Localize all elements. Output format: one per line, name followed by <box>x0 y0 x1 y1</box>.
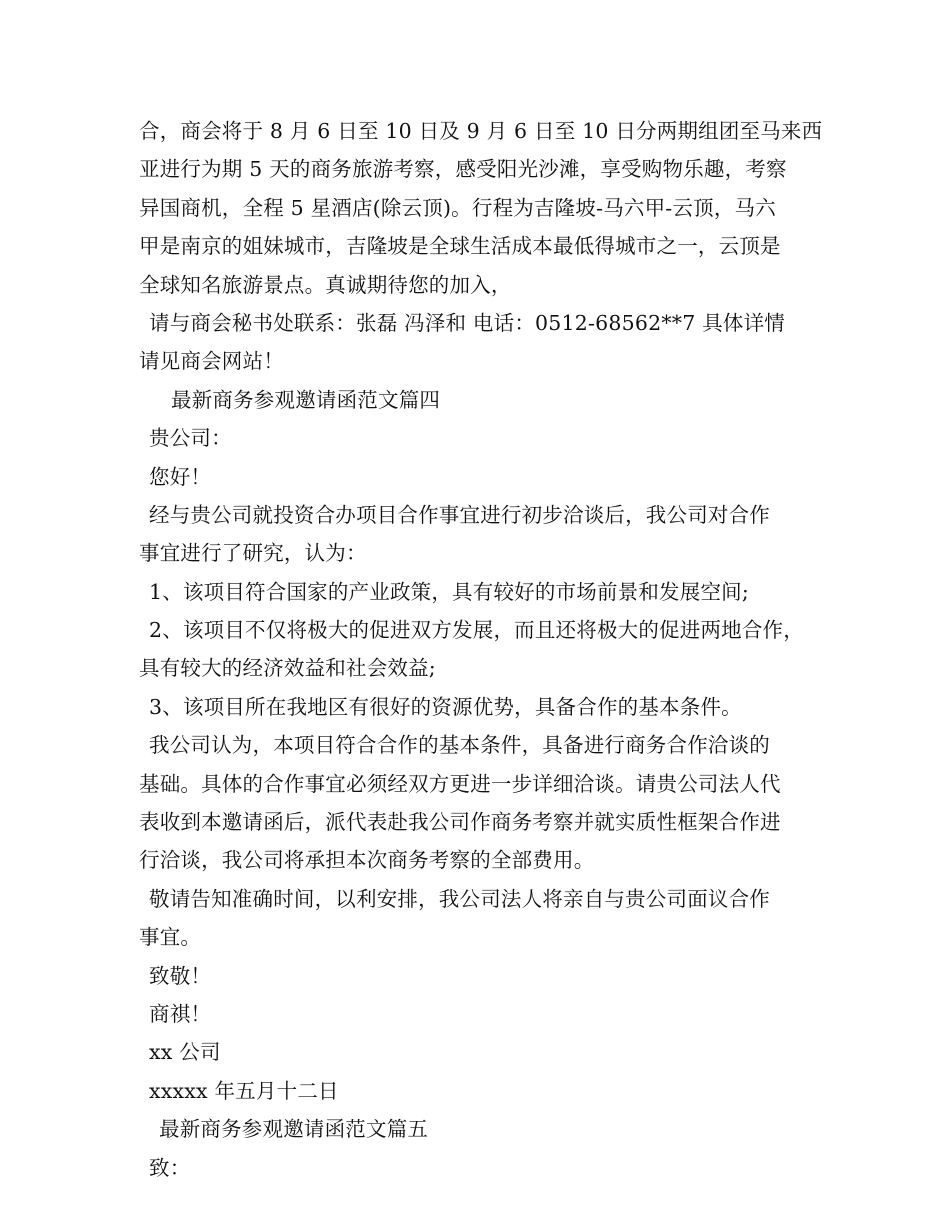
section-heading-5: 最新商务参观邀请函范文篇五 <box>159 1117 429 1142</box>
paragraph-line: 事宜进行了研究，认为： <box>139 541 367 566</box>
recipient-line: 致： <box>149 1155 191 1180</box>
closing-wishes: 商祺！ <box>149 1001 212 1026</box>
paragraph-line: 甲是南京的姐妹城市，吉隆坡是全球生活成本最低得城市之一，云顶是 <box>139 234 781 259</box>
paragraph-line: 亚进行为期 5 天的商务旅游考察，感受阳光沙滩，享受购物乐趣，考察 <box>139 157 787 182</box>
document-body <box>139 112 829 1187</box>
paragraph-line: 经与贵公司就投资合办项目合作事宜进行初步洽谈后，我公司对合作 <box>149 502 770 527</box>
signature-company: xx 公司 <box>149 1040 221 1065</box>
paragraph-line: 全球知名旅游景点。真诚期待您的加入， <box>139 272 512 297</box>
list-item: 2、该项目不仅将极大的促进双方发展，而且还将极大的促进两地合作， <box>149 618 804 643</box>
paragraph-line: 请见商会网站！ <box>139 349 284 374</box>
paragraph-line: 基础。具体的合作事宜必须经双方更进一步详细洽谈。请贵公司法人代 <box>139 771 781 796</box>
list-item: 1、该项目符合国家的产业政策，具有较好的市场前景和发展空间; <box>149 579 749 604</box>
paragraph-line: 表收到本邀请函后，派代表赴我公司作商务考察并就实质性框架合作进 <box>139 810 781 835</box>
greeting: 您好！ <box>149 464 212 489</box>
paragraph-line: 具有较大的经济效益和社会效益; <box>139 656 436 681</box>
paragraph-line: 合，商会将于 8 月 6 日至 10 日及 9 月 6 日至 10 日分两期组团至马来西 <box>139 119 823 143</box>
paragraph-line: 事宜。 <box>139 925 202 950</box>
paragraph-line: 异国商机，全程 5 星酒店(除云顶)。行程为吉隆坡-马六甲-云顶，马六 <box>139 195 776 220</box>
closing-regards: 致敬！ <box>149 963 212 988</box>
paragraph-line: 行洽谈，我公司将承担本次商务考察的全部费用。 <box>139 848 595 873</box>
contact-line: 请与商会秘书处联系：张磊 冯泽和 电话：0512-68562**7 具体详情 <box>149 310 786 335</box>
list-item: 3、该项目所在我地区有很好的资源优势，具备合作的基本条件。 <box>149 694 742 719</box>
signature-date: xxxxx 年五月十二日 <box>149 1078 339 1103</box>
paragraph-line: 敬请告知准确时间，以利安排，我公司法人将亲自与贵公司面议合作 <box>149 886 770 911</box>
salutation: 贵公司： <box>149 426 232 451</box>
section-heading-4: 最新商务参观邀请函范文篇四 <box>171 387 441 412</box>
paragraph-line: 我公司认为，本项目符合合作的基本条件，具备进行商务合作洽谈的 <box>149 733 770 758</box>
